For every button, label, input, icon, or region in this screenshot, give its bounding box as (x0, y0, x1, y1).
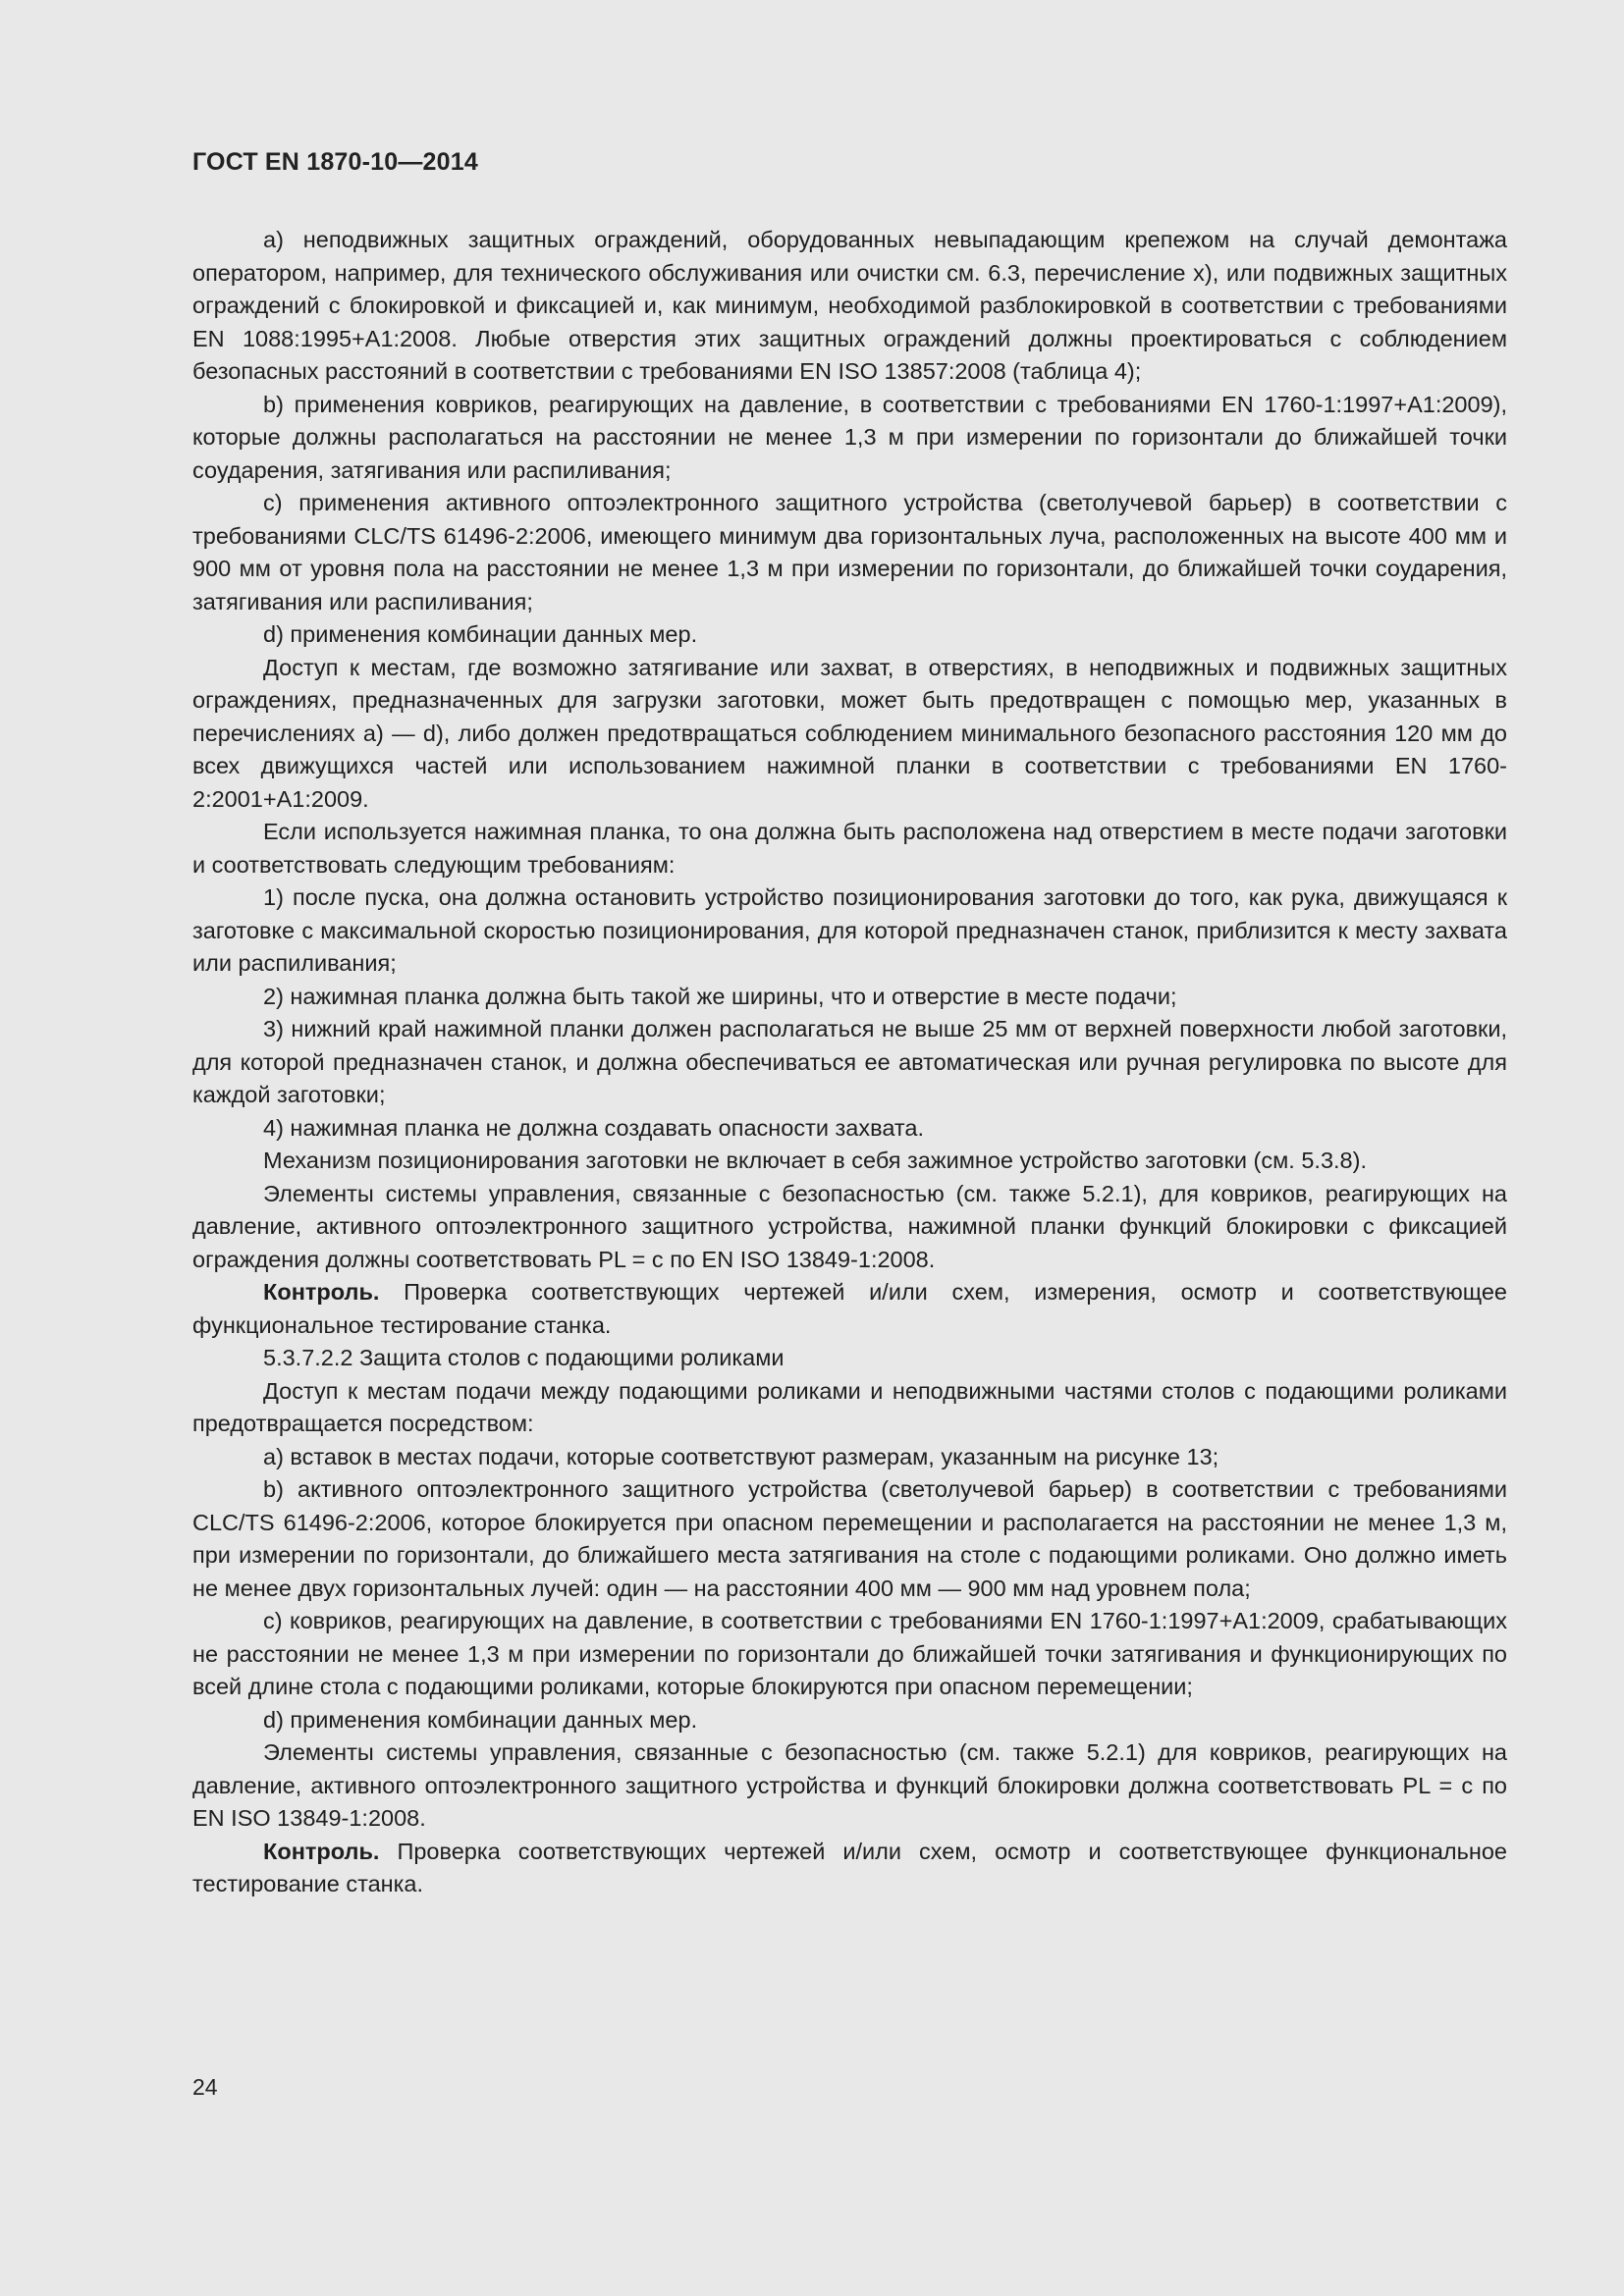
list-item-c: c) применения активного оптоэлектронного защитного устройства (светолучевой барьер) в соответствии с требованиями CLC/TS 61496-2:2006, имеющего минимум два горизонтальных луча, расположенных на высоте 400 мм и 900 мм от уровня пола на расстоянии не менее 1,3 м при измерении по горизонтали, до ближайшей точки соударения, затягивания или распиливания; (192, 490, 1507, 614)
section-heading-5-3-7-2-2: 5.3.7.2.2 Защита столов с подающими роликами (263, 1345, 785, 1370)
paragraph-verification-2 (192, 1836, 1507, 1901)
list-item-2: 2) нажимная планка должна быть такой же ширины, что и отверстие в месте подачи; (263, 983, 1177, 1009)
paragraph-pressure-bar-intro: Если используется нажимная планка, то она должна быть расположена над отверстием в месте подачи заготовки и соответствовать следующим требованиям: (192, 819, 1507, 878)
document-header: ГОСТ EN 1870-10—2014 (192, 148, 478, 176)
list-item-1: 1) после пуска, она должна остановить устройство позиционирования заготовки до того, как рука, движущаяся к заготовке с максимальной скоростью позиционирования, для которой предназначен станок, приблизится к месту захвата или распиливания; (192, 884, 1507, 976)
paragraph-roller-access: Доступ к местам подачи между подающими роликами и неподвижными частями столов с подающими роликами предотвращается посредством: (192, 1377, 1507, 1436)
list-item-a-inserts: а) вставок в местах подачи, которые соответствуют размерам, указанным на рисунке 13; (263, 1443, 1219, 1469)
list-item-c-mats: c) ковриков, реагирующих на давление, в соответствии с требованиями EN 1760-1:1997+A1:2009, срабатывающих не расстоянии не менее 1,3 м при измерении по горизонтали до ближайшей точки затягивания и функционирующих по всей длине стола с подающими роликами, которые блокируются при опасном перемещении; (192, 1608, 1507, 1699)
verification-text: Проверка соответствующих чертежей и/или схем, осмотр и соответствующее функциональное тестирование станка. (192, 1838, 1507, 1896)
list-item-b-optoelectronic: b) активного оптоэлектронного защитного устройства (светолучевой барьер) в соответствии с требованиями CLC/TS 61496-2:2006, которое блокируется при опасном перемещении и располагается на расстоянии не менее 1,3 м, при измерении по горизонтали, до ближайшего места затягивания на столе с подающими роликами. Оно должно иметь не менее двух горизонтальных лучей: один — на расстоянии 400 мм — 900 мм над уровнем пола; (192, 1476, 1507, 1601)
list-item-d-combination: d) применения комбинации данных мер. (263, 1706, 698, 1733)
document-body (192, 224, 1507, 1901)
paragraph-access-openings: Доступ к местам, где возможно затягивание или захват, в отверстиях, в неподвижных и подвижных защитных ограждениях, предназначенных для загрузки заготовки, может быть предотвращен с помощью мер, указанных в перечислениях а) — d), либо должен предотвращаться соблюдением минимального безопасного расстояния 120 мм до всех движущихся частей или использованием нажимной планки в соответствии с требованиями EN 1760-2:2001+A1:2009. (192, 654, 1507, 812)
paragraph-control-elements-1: Элементы системы управления, связанные с безопасностью (см. также 5.2.1), для ковриков, реагирующих на давление, активного оптоэлектронного защитного устройства, нажимной планки функций блокировки с фиксацией ограждения должны соответствовать PL = с по EN ISO 13849-1:2008. (192, 1180, 1507, 1272)
paragraph-verification-1 (192, 1276, 1507, 1342)
verification-label: Контроль. (263, 1279, 380, 1305)
list-item-b: b) применения ковриков, реагирующих на давление, в соответствии с требованиями EN 1760-1:1997+A1:2009), которые должны располагаться на расстоянии не менее 1,3 м при измерении по горизонтали до ближайшей точки соударения, затягивания или распиливания; (192, 391, 1507, 483)
verification-text: Проверка соответствующих чертежей и/или схем, измерения, осмотр и соответствующее функциональное тестирование станка. (192, 1279, 1507, 1338)
paragraph-control-elements-2: Элементы системы управления, связанные с безопасностью (см. также 5.2.1) для ковриков, реагирующих на давление, активного оптоэлектронного защитного устройства и функций блокировки должна соответствовать PL = с по EN ISO 13849-1:2008. (192, 1739, 1507, 1831)
page-number: 24 (192, 2074, 218, 2100)
list-item-3: 3) нижний край нажимной планки должен располагаться не выше 25 мм от верхней поверхности любой заготовки, для которой предназначен станок, и должна обеспечиваться ее автоматическая или ручная регулировка по высоте для каждой заготовки; (192, 1016, 1507, 1107)
verification-label: Контроль. (263, 1838, 380, 1864)
paragraph-positioning-mechanism: Механизм позиционирования заготовки не включает в себя зажимное устройство заготовки (см. 5.3.8). (263, 1148, 1367, 1173)
list-item-d: d) применения комбинации данных мер. (263, 621, 698, 647)
list-item-a: а) неподвижных защитных ограждений, оборудованных невыпадающим крепежом на случай демонтажа оператором, например, для технического обслуживания или очистки см. 6.3, перечисление х), или подвижных защитных ограждений с блокировкой и фиксацией и, как минимум, необходимой разблокировкой в соответствии с требованиями EN 1088:1995+A1:2008. Любые отверстия этих защитных ограждений должны проектироваться с соблюдением безопасных расстояний в соответствии с требованиями EN ISO 13857:2008 (таблица 4); (192, 227, 1507, 384)
list-item-4: 4) нажимная планка не должна создавать опасности захвата. (263, 1114, 924, 1141)
